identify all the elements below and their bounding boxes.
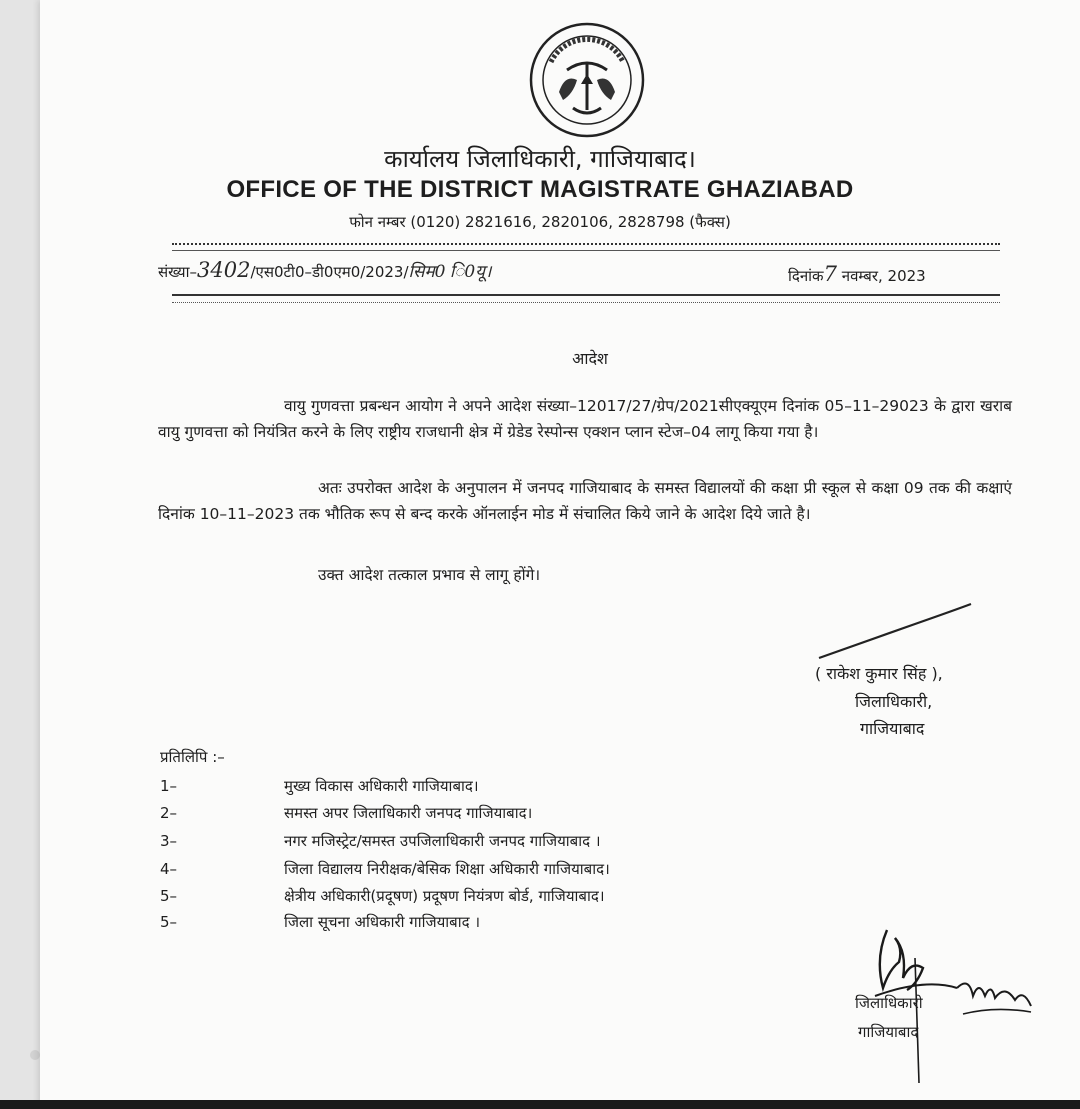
copy-item-number: 5– (160, 887, 178, 905)
copy-item-number: 2– (160, 804, 178, 822)
para1-line1: वायु गुणवत्ता प्रबन्धन आयोग ने अपने आदेश संख्या–12017/27/ग्रेप/2021सीएक्यूएम (284, 397, 777, 415)
copy-item-text: जिला विद्यालय निरीक्षक/बेसिक शिक्षा अधिकारी गाजियाबाद। (284, 860, 610, 878)
office-name-hindi: कार्यालय जिलाधिकारी, गाजियाबाद। (384, 145, 696, 173)
copy-item-text: मुख्य विकास अधिकारी गाजियाबाद। (284, 777, 479, 795)
date-label: दिनांक (788, 267, 824, 285)
copy-item-number: 1– (160, 777, 178, 795)
phone-numbers: फोन नम्बर (0120) 2821616, 2820106, 2828798 (फैक्स) (349, 213, 731, 231)
copy-item (160, 831, 860, 851)
date-rest: नवम्बर, 2023 (841, 267, 926, 285)
order-paragraph-2 (158, 475, 1012, 527)
office-name-english: OFFICE OF THE DISTRICT MAGISTRATE GHAZIABAD (226, 176, 854, 203)
endorsement-place: गाजियाबाद (858, 1023, 919, 1041)
header-divider (172, 243, 1000, 245)
copy-item-number: 3– (160, 832, 178, 850)
reference-annotation: सिम0 ि0यू। (408, 262, 492, 282)
copy-item (160, 859, 860, 879)
copy-item (160, 803, 860, 823)
para2-rest: प्री स्कूल से कक्षा 09 तक की कक्षाएं दिनांक 10–11–2023 तक भौतिक रूप से बन्द करके ऑनलाईन मोड में संचालित किये जाने के आदेश दिये जाते है। (158, 479, 1012, 523)
signatory-name: ( राकेश कुमार सिंह ), (815, 664, 943, 683)
up-government-emblem (527, 22, 647, 138)
endorsement-designation: जिलाधिकारी (855, 994, 923, 1012)
para2-line1: अतः उपरोक्त आदेश के अनुपालन में जनपद गाजियाबाद के समस्त विद्यालयों की कक्षा (318, 479, 799, 497)
order-date (788, 262, 926, 286)
copy-item-text: जिला सूचना अधिकारी गाजियाबाद । (284, 913, 481, 931)
scan-mark (30, 1050, 40, 1060)
reference-divider (172, 294, 1000, 296)
signature-stroke (815, 598, 975, 668)
copy-item-text: नगर मजिस्ट्रेट/समस्त उपजिलाधिकारी जनपद गाजियाबाद । (284, 832, 601, 850)
header-divider-line (172, 250, 1000, 251)
copy-item-text: समस्त अपर जिलाधिकारी जनपद गाजियाबाद। (284, 804, 533, 822)
signatory-designation: जिलाधिकारी, (855, 692, 933, 711)
copy-item (160, 886, 860, 906)
copy-to-heading: प्रतिलिपि :– (160, 748, 225, 766)
para1-rest: दिनांक 05–11–29023 के द्वारा खराब वायु गुणवत्ता को नियंत्रित करने के लिए राष्ट्रीय राजधानी क्षेत्र में ग्रेडेड रेस्पोन्स एक्शन प्लान स्टेज–04 लागू किया गया है। (158, 397, 1012, 441)
date-day-handwritten: 7 (823, 262, 837, 286)
copy-item (160, 776, 860, 796)
copy-item-number: 4– (160, 860, 178, 878)
reference-number (158, 258, 491, 282)
reference-suffix: /एस0टी0–डी0एम0/2023/ (250, 263, 409, 281)
copy-item-text: क्षेत्रीय अधिकारी(प्रदूषण) प्रदूषण नियंत्रण बोर्ड, गाजियाबाद। (284, 887, 605, 905)
order-paragraph-3: उक्त आदेश तत्काल प्रभाव से लागू होंगे। (318, 566, 541, 584)
reference-divider-dotted (172, 302, 1000, 303)
copy-item (160, 912, 860, 932)
reference-label: संख्या– (158, 263, 198, 281)
image-bottom-edge (0, 1100, 1080, 1109)
copy-item-number: 5– (160, 913, 178, 931)
order-paragraph-1 (158, 393, 1012, 445)
order-title: आदेश (572, 349, 608, 368)
signatory-place: गाजियाबाद (860, 719, 925, 738)
reference-handwritten-number: 3402 (197, 258, 251, 282)
